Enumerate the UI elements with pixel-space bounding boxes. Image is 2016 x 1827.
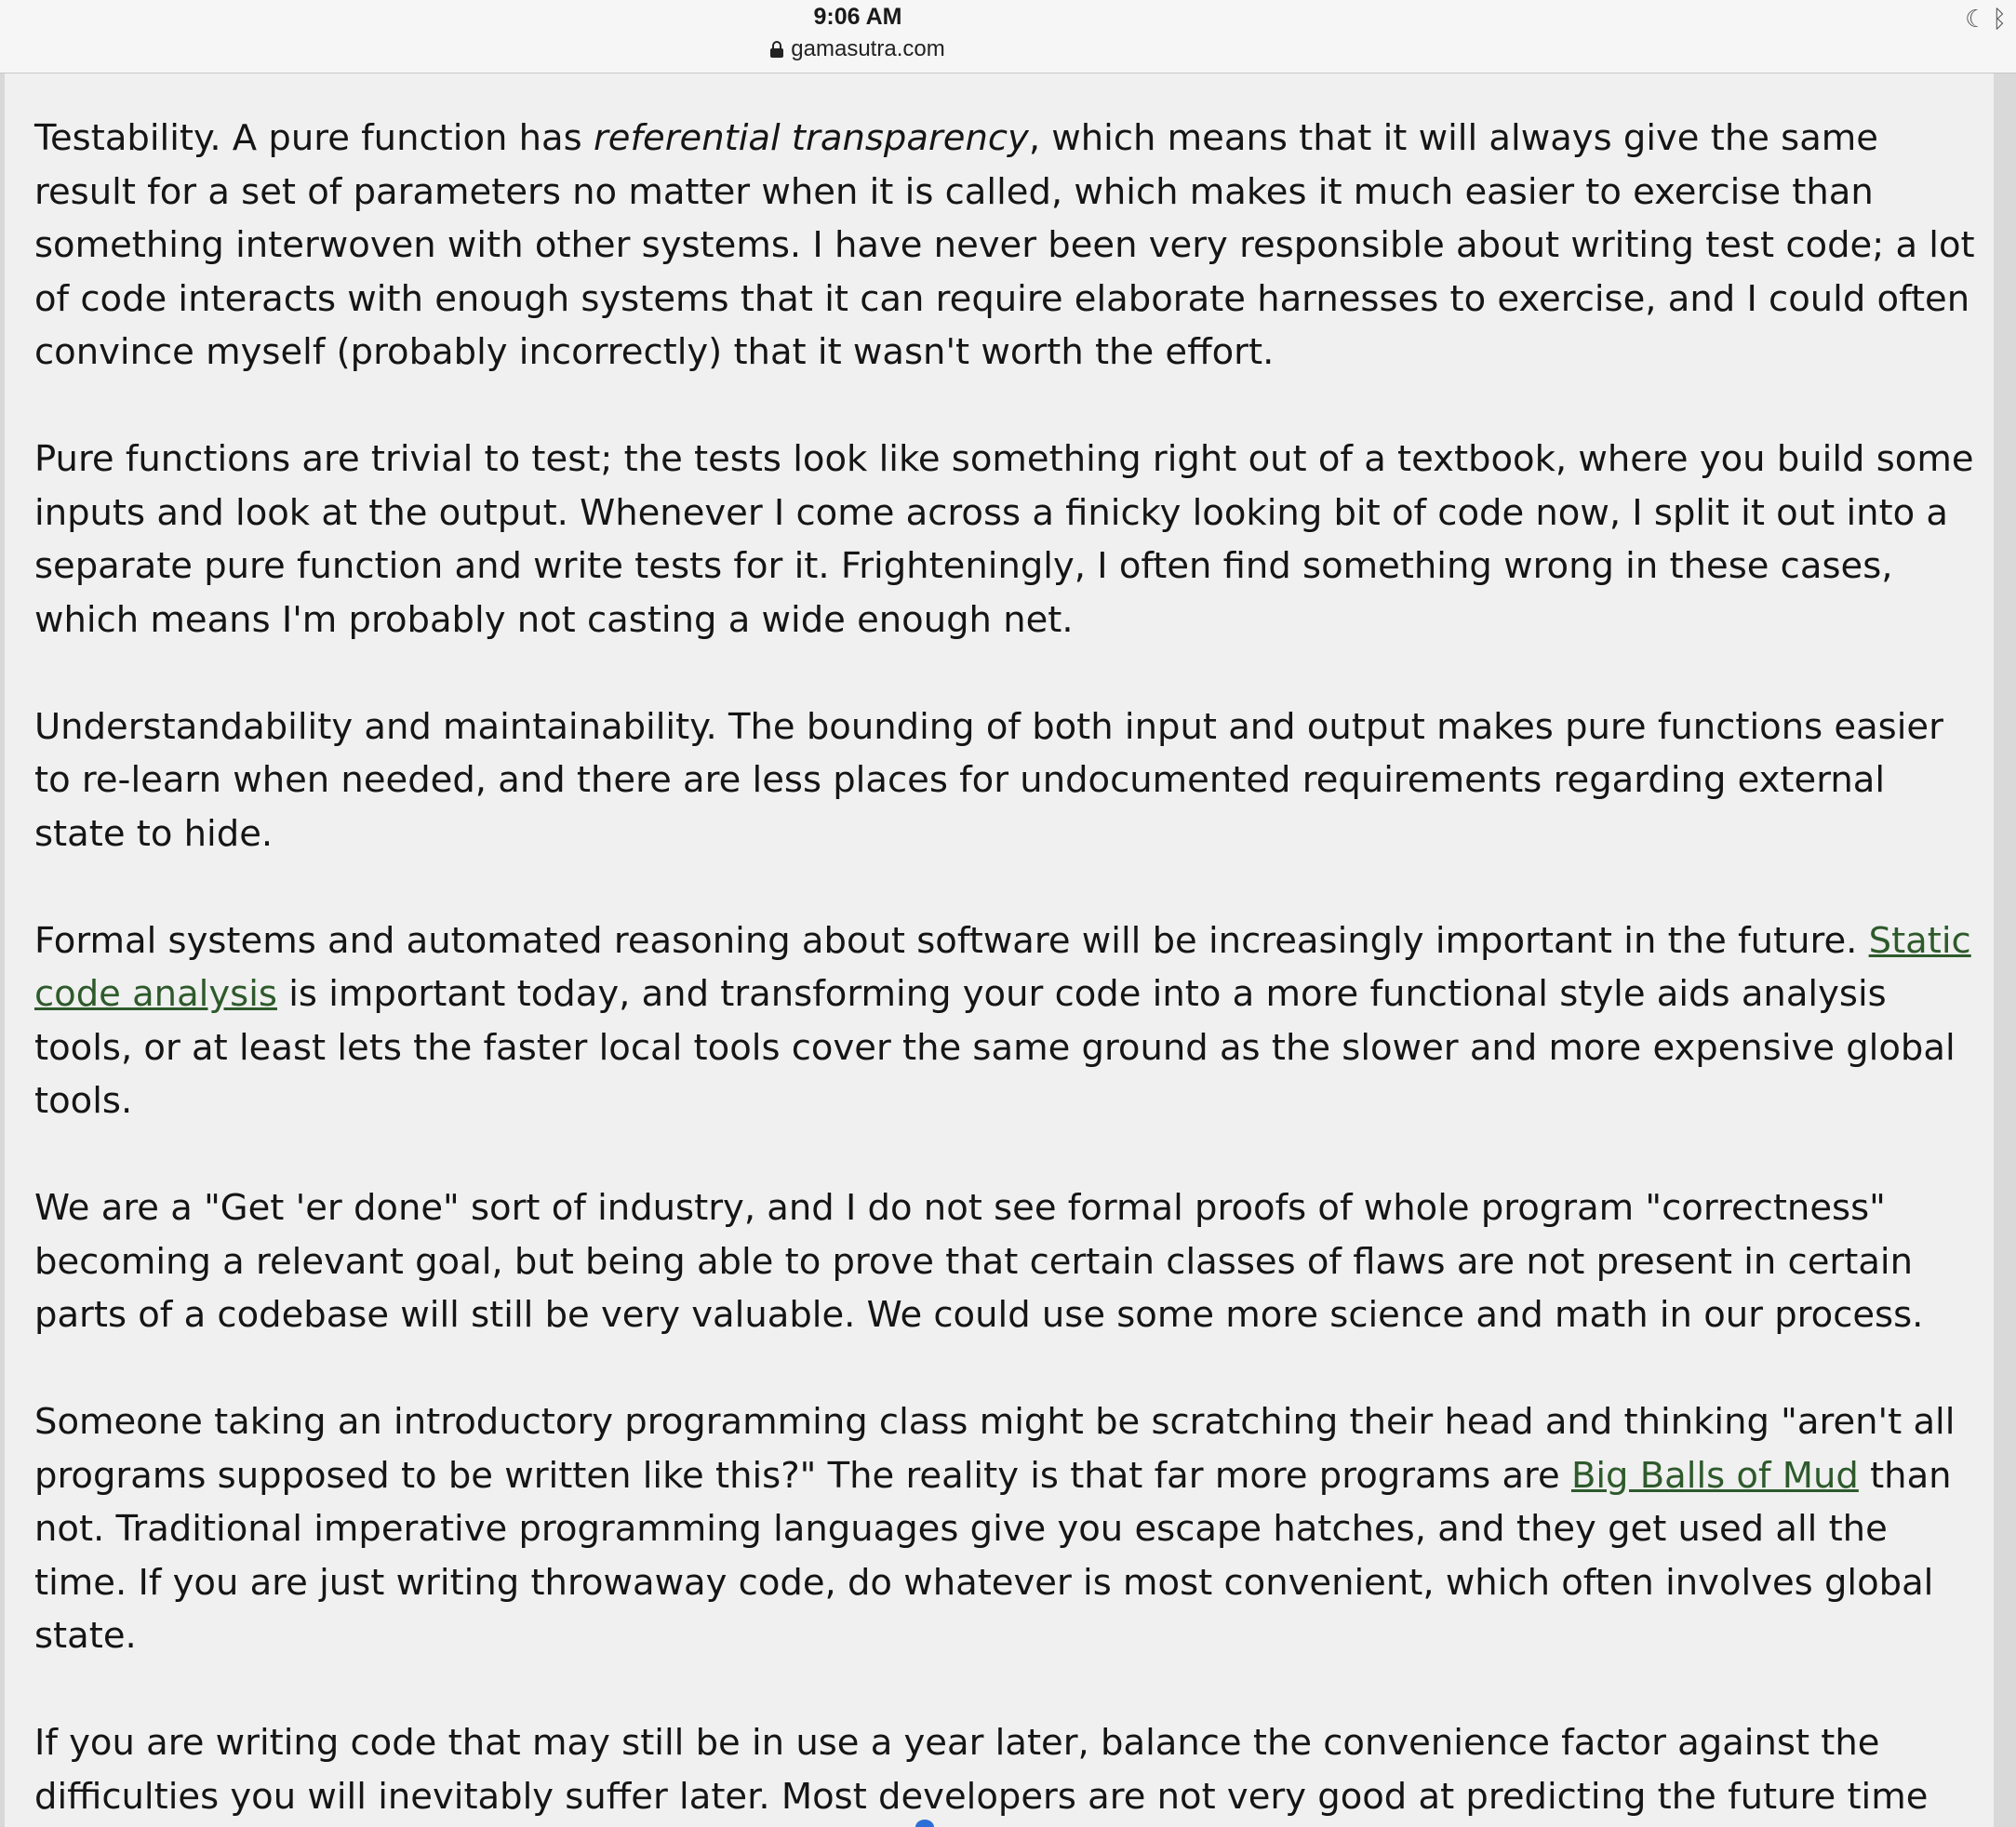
lock-icon — [770, 41, 783, 58]
bluetooth-icon: ᛒ — [1992, 6, 2007, 33]
article-body — [34, 112, 1979, 1827]
paragraph-understandability: Understandability and maintainability. The bounding of both input and output makes pure functions easier to re-learn when needed, and there are less places for undocumented requirements regarding external state to hide. — [34, 705, 1943, 855]
url-text[interactable]: gamasutra.com — [791, 36, 945, 61]
scrollbar[interactable] — [1994, 73, 2016, 1827]
status-time: 9:06 AM — [813, 4, 902, 30]
emphasis-referential-transparency: referential transparency — [593, 117, 1029, 159]
status-bar — [0, 0, 2016, 73]
paragraph-formal-systems: Formal systems and automated reasoning about software will be increasingly important in the future. Static code analysis is important today, and transforming your code into a more functional style aids analysis tools, or at least lets the faster local tools cover the same ground as the slower and more expensive global tools. — [34, 919, 1971, 1122]
paragraph-year-later: If you are writing code that may still be in use a year later, balance the convenience factor against the difficulties you will inevitably suffer later. Most developers are not very good at predicting the future time — [34, 1722, 1929, 1818]
paragraph-introductory-class: Someone taking an introductory programming class might be scratching their head and thinking "aren't all programs supposed to be written like this?" The reality is that far more programs are Big Balls of Mud than not. Traditional imperative programming languages give you escape hatches, and they get used all the time. If you are just writing throwaway code, do whatever is most convenient, which often involves global state. — [34, 1401, 1956, 1657]
link-big-balls-of-mud[interactable]: Big Balls of Mud — [1570, 1454, 1859, 1497]
moon-icon: ☾ — [1965, 6, 1987, 33]
left-edge — [0, 73, 5, 1827]
status-icons — [1959, 6, 2007, 33]
link-static-code-analysis[interactable]: Static code analysis — [34, 919, 1971, 1015]
paragraph-testability: Testability. A pure function has referential transparency, which means that it will always give the same result for a set of parameters no matter when it is called, which makes it much easier to exercise than something interwoven with other systems. I have never been very responsible about writing test code; a lot of code interacts with enough systems that it can require elaborate harnesses to exercise, and I could often convince myself (probably incorrectly) that it wasn't worth the effort. — [34, 117, 1975, 373]
address-bar[interactable] — [0, 36, 1716, 62]
paragraph-pure-functions-testing: Pure functions are trivial to test; the tests look like something right out of a textbook, where you build some inputs and look at the output. Whenever I come across a finicky looking bit of code now, I split it out into a separate pure function and write tests for it. Frighteningly, I often find something wrong in these cases, which means I'm probably not casting a wide enough net. — [34, 438, 1974, 641]
paragraph-get-er-done: We are a "Get 'er done" sort of industry, and I do not see formal proofs of whole program "correctness" becoming a relevant goal, but being able to prove that certain classes of flaws are not present in certain parts of a codebase will still be very valuable. We could use some more science and math in our process. — [34, 1187, 1924, 1336]
